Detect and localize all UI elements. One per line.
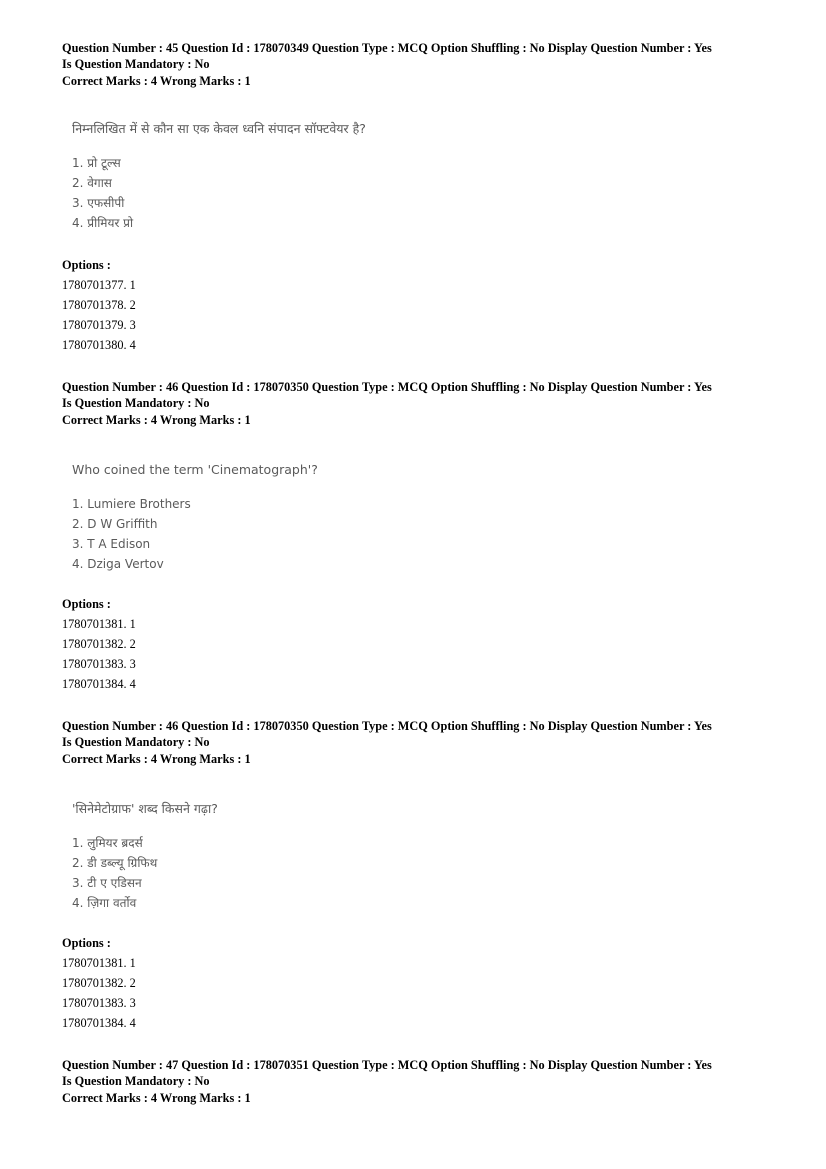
choice-item: 4. ज़िगा वर्तोव xyxy=(72,896,137,910)
question-text: Who coined the term 'Cinematograph'? xyxy=(72,462,318,477)
question-text: निम्नलिखित में से कौन सा एक केवल ध्वनि संपादन सॉफ्टवेयर है? xyxy=(72,121,366,136)
option-item: 1780701377. 1 xyxy=(62,278,136,292)
option-item: 1780701384. 4 xyxy=(62,677,136,691)
mandatory-line: Is Question Mandatory : No xyxy=(62,57,210,71)
mandatory-line: Is Question Mandatory : No xyxy=(62,396,210,410)
option-item: 1780701381. 1 xyxy=(62,956,136,970)
option-item: 1780701378. 2 xyxy=(62,298,136,312)
choice-item: 4. प्रीमियर प्रो xyxy=(72,216,134,230)
question-meta-line: Question Number : 47 Question Id : 178070351 Question Type : MCQ Option Shuffling : No Display Question Number : Yes xyxy=(62,1058,712,1072)
question-meta-line: Question Number : 46 Question Id : 178070350 Question Type : MCQ Option Shuffling : No Display Question Number : Yes xyxy=(62,380,712,394)
question-block-47 xyxy=(62,1057,774,1107)
options-label: Options : xyxy=(62,936,111,950)
option-item: 1780701379. 3 xyxy=(62,318,136,332)
option-item: 1780701383. 3 xyxy=(62,657,136,671)
marks-line: Correct Marks : 4 Wrong Marks : 1 xyxy=(62,1091,251,1105)
options-label: Options : xyxy=(62,597,111,611)
question-block-45 xyxy=(62,40,774,352)
choice-item: 3. टी ए एडिसन xyxy=(72,876,142,890)
option-item: 1780701380. 4 xyxy=(62,338,136,352)
choice-item: 2. डी डब्ल्यू ग्रिफिथ xyxy=(72,856,158,870)
question-meta-line: Question Number : 45 Question Id : 178070349 Question Type : MCQ Option Shuffling : No Display Question Number : Yes xyxy=(62,41,712,55)
question-image xyxy=(72,800,218,913)
question-block-46-en xyxy=(62,379,774,691)
question-header xyxy=(62,40,774,90)
mandatory-line: Is Question Mandatory : No xyxy=(62,735,210,749)
option-item: 1780701384. 4 xyxy=(62,1016,136,1030)
question-text: 'सिनेमेटोग्राफ' शब्द किसने गढ़ा? xyxy=(72,801,218,816)
choice-item: 1. प्रो टूल्स xyxy=(72,156,121,170)
marks-line: Correct Marks : 4 Wrong Marks : 1 xyxy=(62,74,251,88)
question-header xyxy=(62,1057,774,1107)
choice-item: 3. एफसीपी xyxy=(72,196,125,210)
question-image xyxy=(72,461,318,574)
option-item: 1780701382. 2 xyxy=(62,976,136,990)
question-header xyxy=(62,379,774,429)
option-item: 1780701382. 2 xyxy=(62,637,136,651)
choice-item: 1. Lumiere Brothers xyxy=(72,497,191,511)
options-label: Options : xyxy=(62,258,111,272)
marks-line: Correct Marks : 4 Wrong Marks : 1 xyxy=(62,752,251,766)
option-item: 1780701383. 3 xyxy=(62,996,136,1010)
choice-item: 1. लुमियर ब्रदर्स xyxy=(72,836,143,850)
marks-line: Correct Marks : 4 Wrong Marks : 1 xyxy=(62,413,251,427)
choice-item: 3. T A Edison xyxy=(72,537,151,551)
choice-item: 2. D W Griffith xyxy=(72,517,158,531)
choice-item: 2. वेगास xyxy=(72,176,112,190)
mandatory-line: Is Question Mandatory : No xyxy=(62,1074,210,1088)
option-item: 1780701381. 1 xyxy=(62,617,136,631)
question-image xyxy=(72,120,366,233)
question-header xyxy=(62,718,774,768)
options-list xyxy=(62,614,136,694)
options-list xyxy=(62,275,136,355)
question-block-46-hi xyxy=(62,718,774,1030)
choice-item: 4. Dziga Vertov xyxy=(72,557,164,571)
options-list xyxy=(62,953,136,1033)
question-meta-line: Question Number : 46 Question Id : 178070350 Question Type : MCQ Option Shuffling : No Display Question Number : Yes xyxy=(62,719,712,733)
